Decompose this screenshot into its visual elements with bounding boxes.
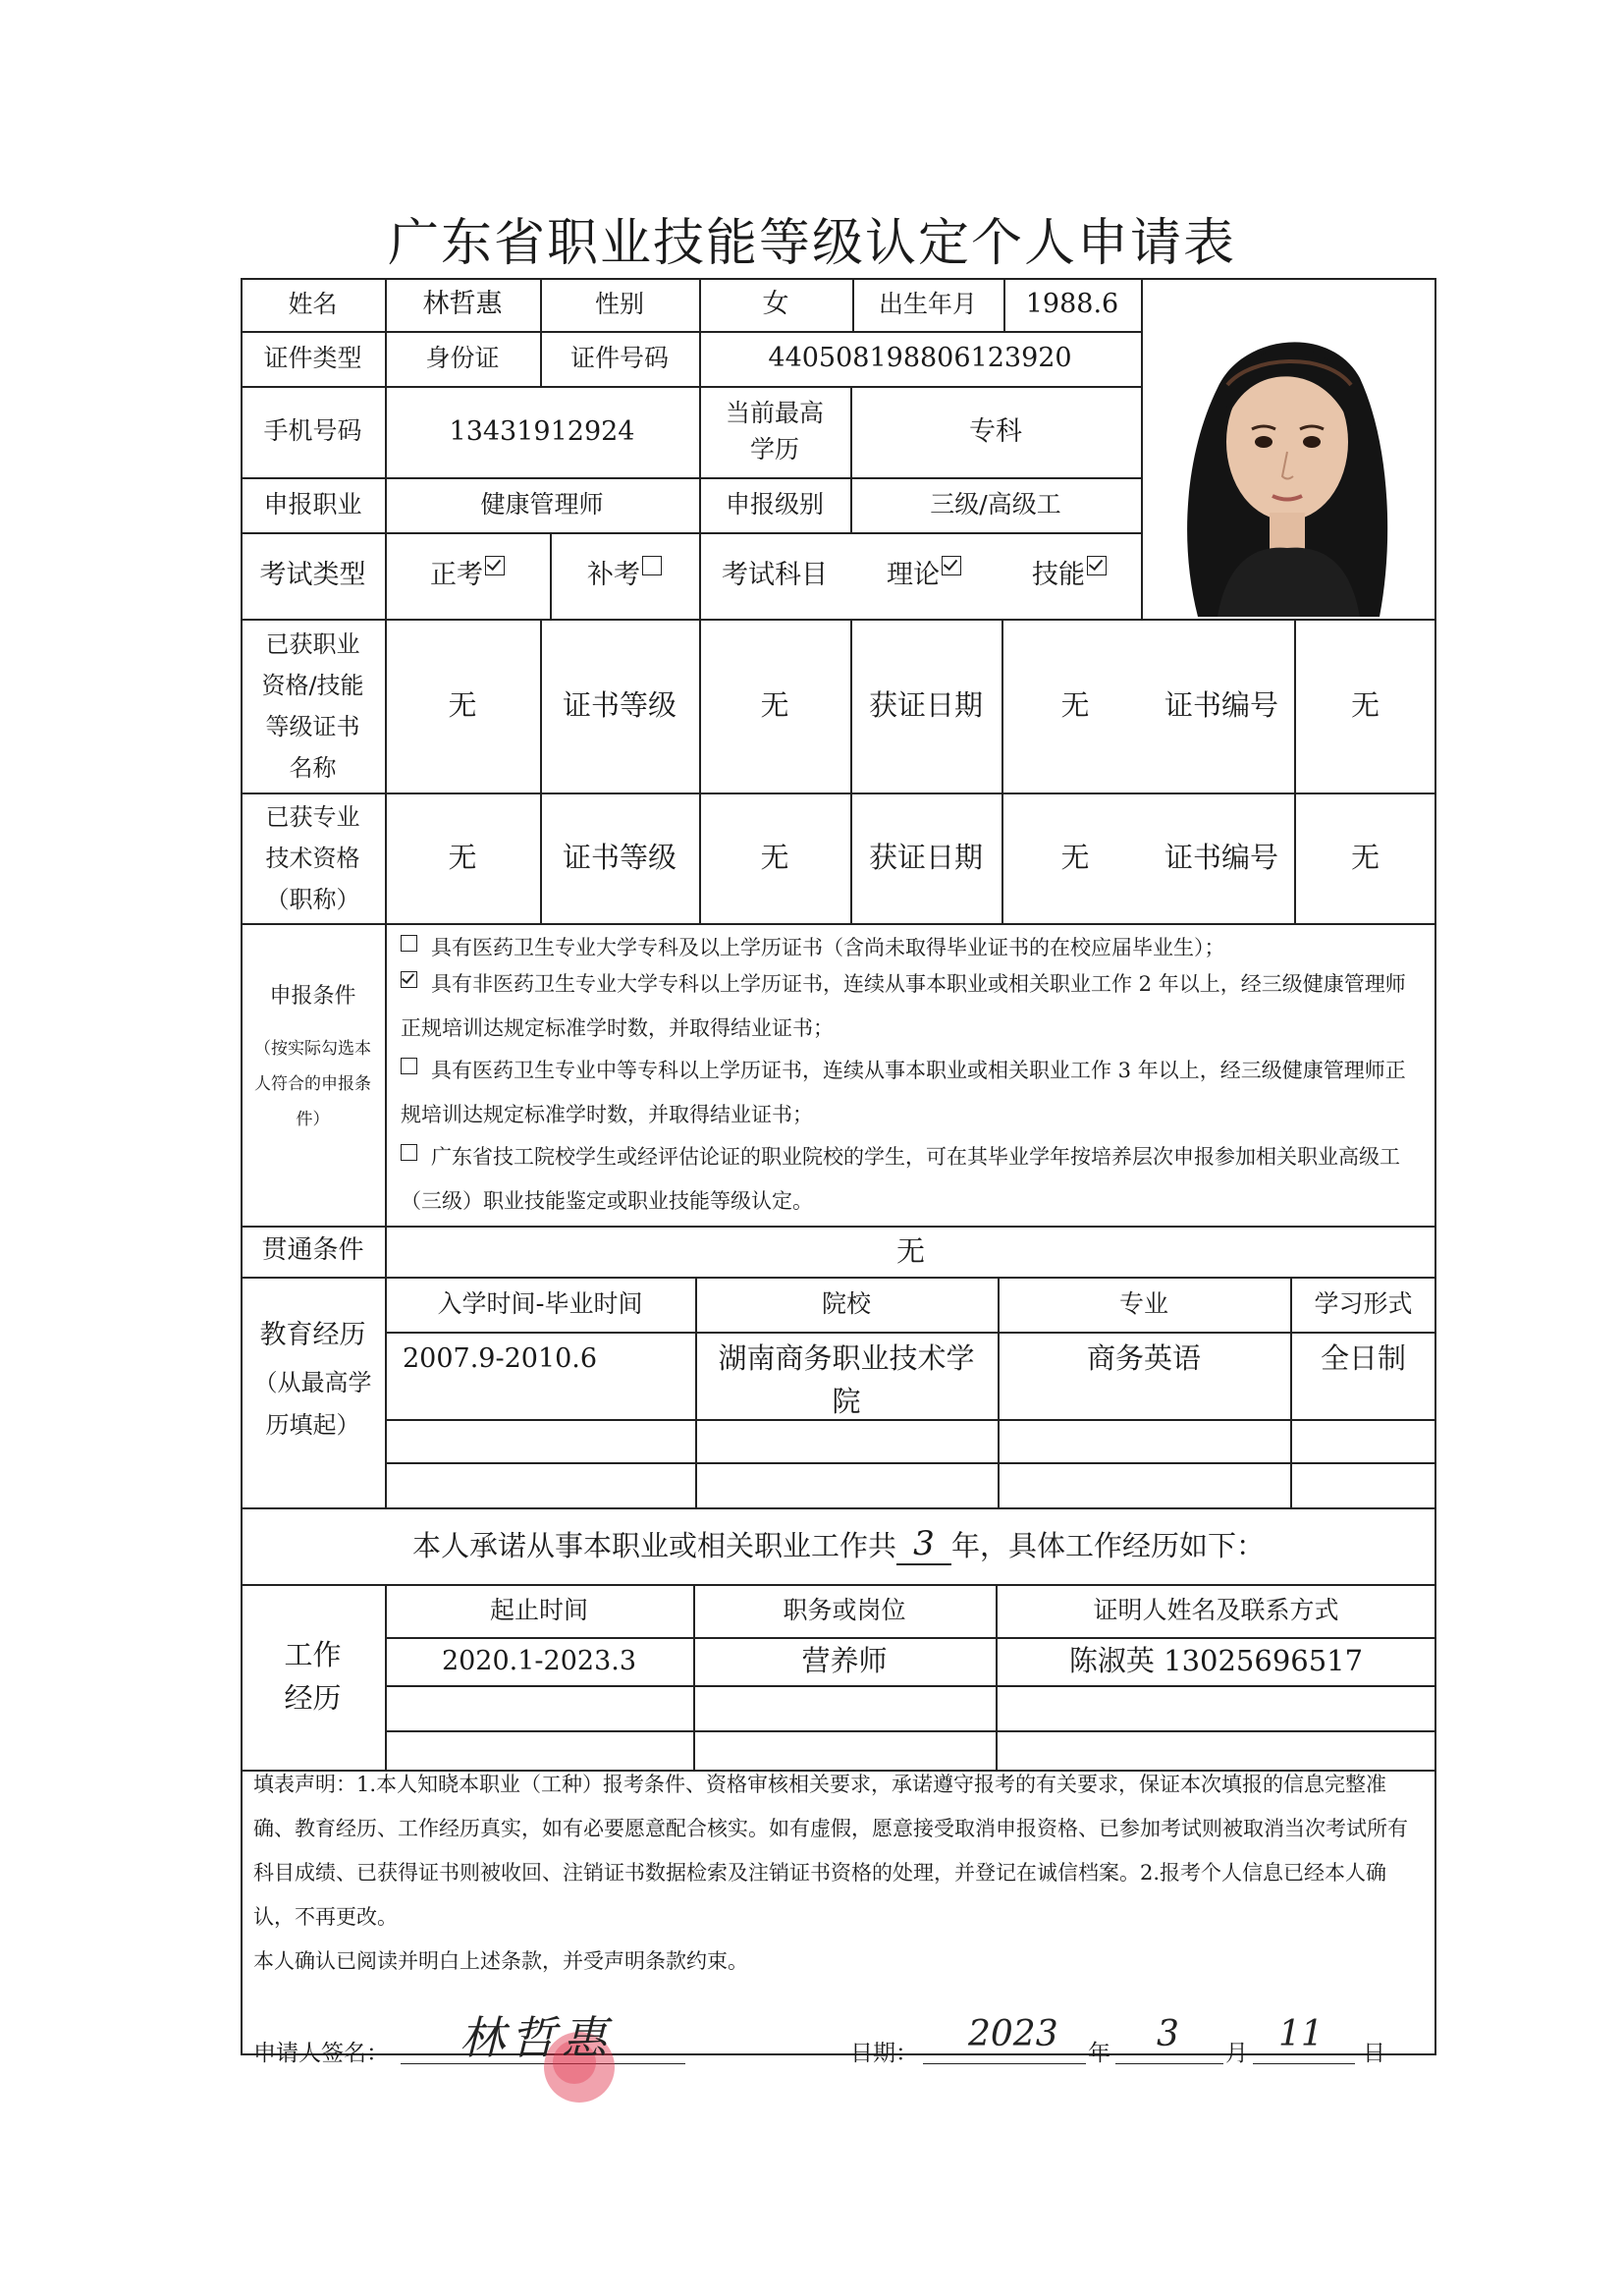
cert-row-1-grade[interactable]: 无 (760, 688, 789, 723)
conditions-label: 申报条件 (269, 984, 356, 1010)
phone-label: 手机号码 (263, 416, 362, 446)
job-value[interactable]: 健康管理师 (480, 489, 604, 519)
date-year-field[interactable] (923, 2014, 1086, 2064)
checkbox-empty-icon[interactable] (642, 556, 662, 575)
declaration-confirm: 本人确认已阅读并明白上述条款，并受声明条款约束。 (253, 1949, 748, 1973)
date-year: 2023 (968, 2014, 1058, 2054)
exam-makeup-option[interactable] (550, 532, 699, 619)
condition-item-4-text: 广东省技工院校学生或经评估论证的职业院校的学生，可在其毕业学年按培养层次申报参加相关职业高级工（三级）职业技能鉴定或职业技能等级认定。 (401, 1145, 1400, 1213)
work-section-label: 工作经历 (284, 1638, 342, 1715)
checkbox-checked-icon[interactable] (1087, 556, 1107, 575)
work-promise-before: 本人承诺从事本职业或相关职业工作共 (411, 1528, 896, 1562)
checkbox-checked-icon[interactable] (942, 556, 961, 575)
date-label: 日期： (850, 2041, 918, 2066)
cert-row-2-date-label: 获证日期 (868, 841, 983, 875)
edu-row-mode[interactable]: 全日制 (1320, 1341, 1406, 1375)
work-header-period: 起止时间 (489, 1595, 588, 1624)
cert-row-2-no-label: 证书编号 (1164, 841, 1278, 875)
edu-header-major: 专业 (1118, 1288, 1168, 1318)
checkbox-empty-icon[interactable] (401, 1058, 417, 1074)
work-row-position[interactable]: 营养师 (801, 1644, 888, 1678)
education-value[interactable]: 专科 (969, 415, 1022, 447)
checkbox-checked-icon[interactable] (485, 556, 505, 575)
birth-value[interactable]: 1988.6 (1025, 289, 1119, 320)
cert-row-2-label: 已获专业技术资格（职称） (265, 802, 360, 913)
id-no-value[interactable]: 440508198806123920 (768, 343, 1072, 374)
exam-regular-option[interactable] (385, 532, 550, 619)
education-label: 当前最高学历 (725, 399, 824, 464)
declaration-text: 填表声明：1.本人知晓本职业（工种）报考条件、资格审核相关要求，承诺遵守报考的有关要求，保证本次填报的信息完整准确、教育经历、工作经历真实，如有必要愿意配合核实。如有虚假，愿意接受取消申报资格、已参加考试则被取消当次考试所有科目成绩、已获得证书则被收回、注销证书数据检索及注销证书资格的处理，并登记在诚信档案。2.报考个人信息已经本人确认，不再更改。 (253, 1773, 1408, 1929)
checkbox-empty-icon[interactable] (401, 935, 417, 952)
cert-row-2-grade[interactable]: 无 (760, 841, 789, 875)
cert-row-1-no-label: 证书编号 (1164, 688, 1278, 723)
condition-item-2-text: 具有非医药卫生专业大学专科以上学历证书，连续从事本职业或相关职业工作 2 年以上，经三级健康管理师正规培训达规定标准学时数，并取得结业证书； (401, 972, 1406, 1040)
conditions-sublabel: （按实际勾选本人符合的申报条件） (254, 1039, 371, 1129)
cert-row-1-label: 已获职业资格/技能等级证书名称 (261, 629, 364, 782)
year-unit: 年 (1088, 2041, 1110, 2066)
work-header-referee: 证明人姓名及联系方式 (1093, 1595, 1339, 1624)
declaration (253, 1763, 1424, 1984)
work-header-position: 职务或岗位 (783, 1595, 906, 1624)
work-row-period[interactable]: 2020.1-2023.3 (441, 1645, 637, 1676)
cert-row-2-name[interactable]: 无 (448, 841, 477, 875)
form-title: 广东省职业技能等级认定个人申请表 (387, 214, 1236, 273)
gender-label: 性别 (594, 289, 644, 318)
edu-header-school: 院校 (821, 1288, 871, 1318)
exam-skill-text: 技能 (1032, 560, 1085, 591)
id-type-label: 证件类型 (263, 343, 362, 372)
exam-skill-option[interactable] (998, 532, 1141, 619)
date-day: 11 (1278, 2014, 1324, 2054)
exam-theory-option[interactable] (850, 532, 998, 619)
condition-item-3[interactable] (401, 1049, 1422, 1137)
sign-label: 申请人签名： (253, 2041, 389, 2066)
cert-row-1-date[interactable]: 无 (1060, 688, 1090, 723)
education-section-label: 教育经历 (259, 1320, 366, 1351)
checkbox-checked-icon[interactable] (401, 971, 417, 988)
exam-subject-label: 考试科目 (722, 560, 828, 591)
phone-value[interactable]: 13431912924 (449, 415, 635, 447)
exam-type-label: 考试类型 (259, 560, 366, 591)
portrait-image (1159, 295, 1416, 617)
education-section-sublabel: （从最高学历填起） (253, 1368, 372, 1439)
through-label: 贯通条件 (261, 1235, 364, 1266)
cert-row-1-name[interactable]: 无 (448, 688, 477, 723)
edu-header-mode: 学习形式 (1314, 1288, 1413, 1318)
date-day-field[interactable] (1253, 2014, 1355, 2064)
sign-field[interactable] (401, 2011, 685, 2064)
job-label: 申报职业 (263, 489, 362, 519)
gender-value[interactable]: 女 (762, 289, 789, 320)
checkbox-empty-icon[interactable] (401, 1144, 417, 1161)
name-label: 姓名 (288, 289, 338, 318)
work-promise-after: 年，具体工作经历如下： (951, 1528, 1266, 1562)
birth-label: 出生年月 (878, 289, 977, 318)
sign-name: 林哲惠 (460, 2011, 613, 2064)
work-promise-years[interactable]: 3 (896, 1526, 951, 1564)
month-unit: 月 (1225, 2041, 1248, 2066)
edu-row-period[interactable]: 2007.9-2010.6 (403, 1343, 598, 1374)
cert-row-1-grade-label: 证书等级 (562, 688, 677, 723)
date-month-field[interactable] (1115, 2014, 1223, 2064)
date-month: 3 (1157, 2014, 1179, 2054)
cert-row-1-date-label: 获证日期 (868, 688, 983, 723)
day-unit: 日 (1363, 2041, 1385, 2066)
condition-item-3-text: 具有医药卫生专业中等专科以上学历证书，连续从事本职业或相关职业工作 3 年以上，经三级健康管理师正规培训达规定标准学时数，并取得结业证书； (401, 1059, 1406, 1126)
edu-row-major[interactable]: 商务英语 (1086, 1341, 1201, 1375)
applicant-photo (1159, 295, 1416, 617)
id-type-value[interactable]: 身份证 (425, 343, 500, 372)
cert-row-2-grade-label: 证书等级 (562, 841, 677, 875)
exam-regular-text: 正考 (430, 560, 483, 591)
edu-header-period: 入学时间-毕业时间 (437, 1288, 643, 1318)
id-no-label: 证件号码 (569, 343, 669, 372)
level-value[interactable]: 三级/高级工 (930, 489, 1061, 519)
condition-item-1-text: 具有医药卫生专业大学专科及以上学历证书（含尚未取得毕业证书的在校应届毕业生）； (431, 936, 1225, 959)
exam-makeup-text: 补考 (587, 560, 640, 591)
cert-row-2-no[interactable]: 无 (1350, 841, 1380, 875)
through-value[interactable]: 无 (895, 1233, 925, 1268)
level-label: 申报级别 (725, 489, 824, 519)
exam-theory-text: 理论 (887, 560, 940, 591)
edu-row-school[interactable]: 湖南商务职业技术学院 (718, 1341, 975, 1418)
condition-item-2[interactable] (401, 962, 1422, 1051)
condition-item-4[interactable] (401, 1135, 1422, 1224)
work-promise (241, 1507, 1436, 1584)
name-value[interactable]: 林哲惠 (422, 289, 503, 320)
cert-row-2-date[interactable]: 无 (1060, 841, 1090, 875)
work-row-referee[interactable]: 陈淑英 13025696517 (1068, 1644, 1364, 1678)
cert-row-1-no[interactable]: 无 (1350, 688, 1380, 723)
